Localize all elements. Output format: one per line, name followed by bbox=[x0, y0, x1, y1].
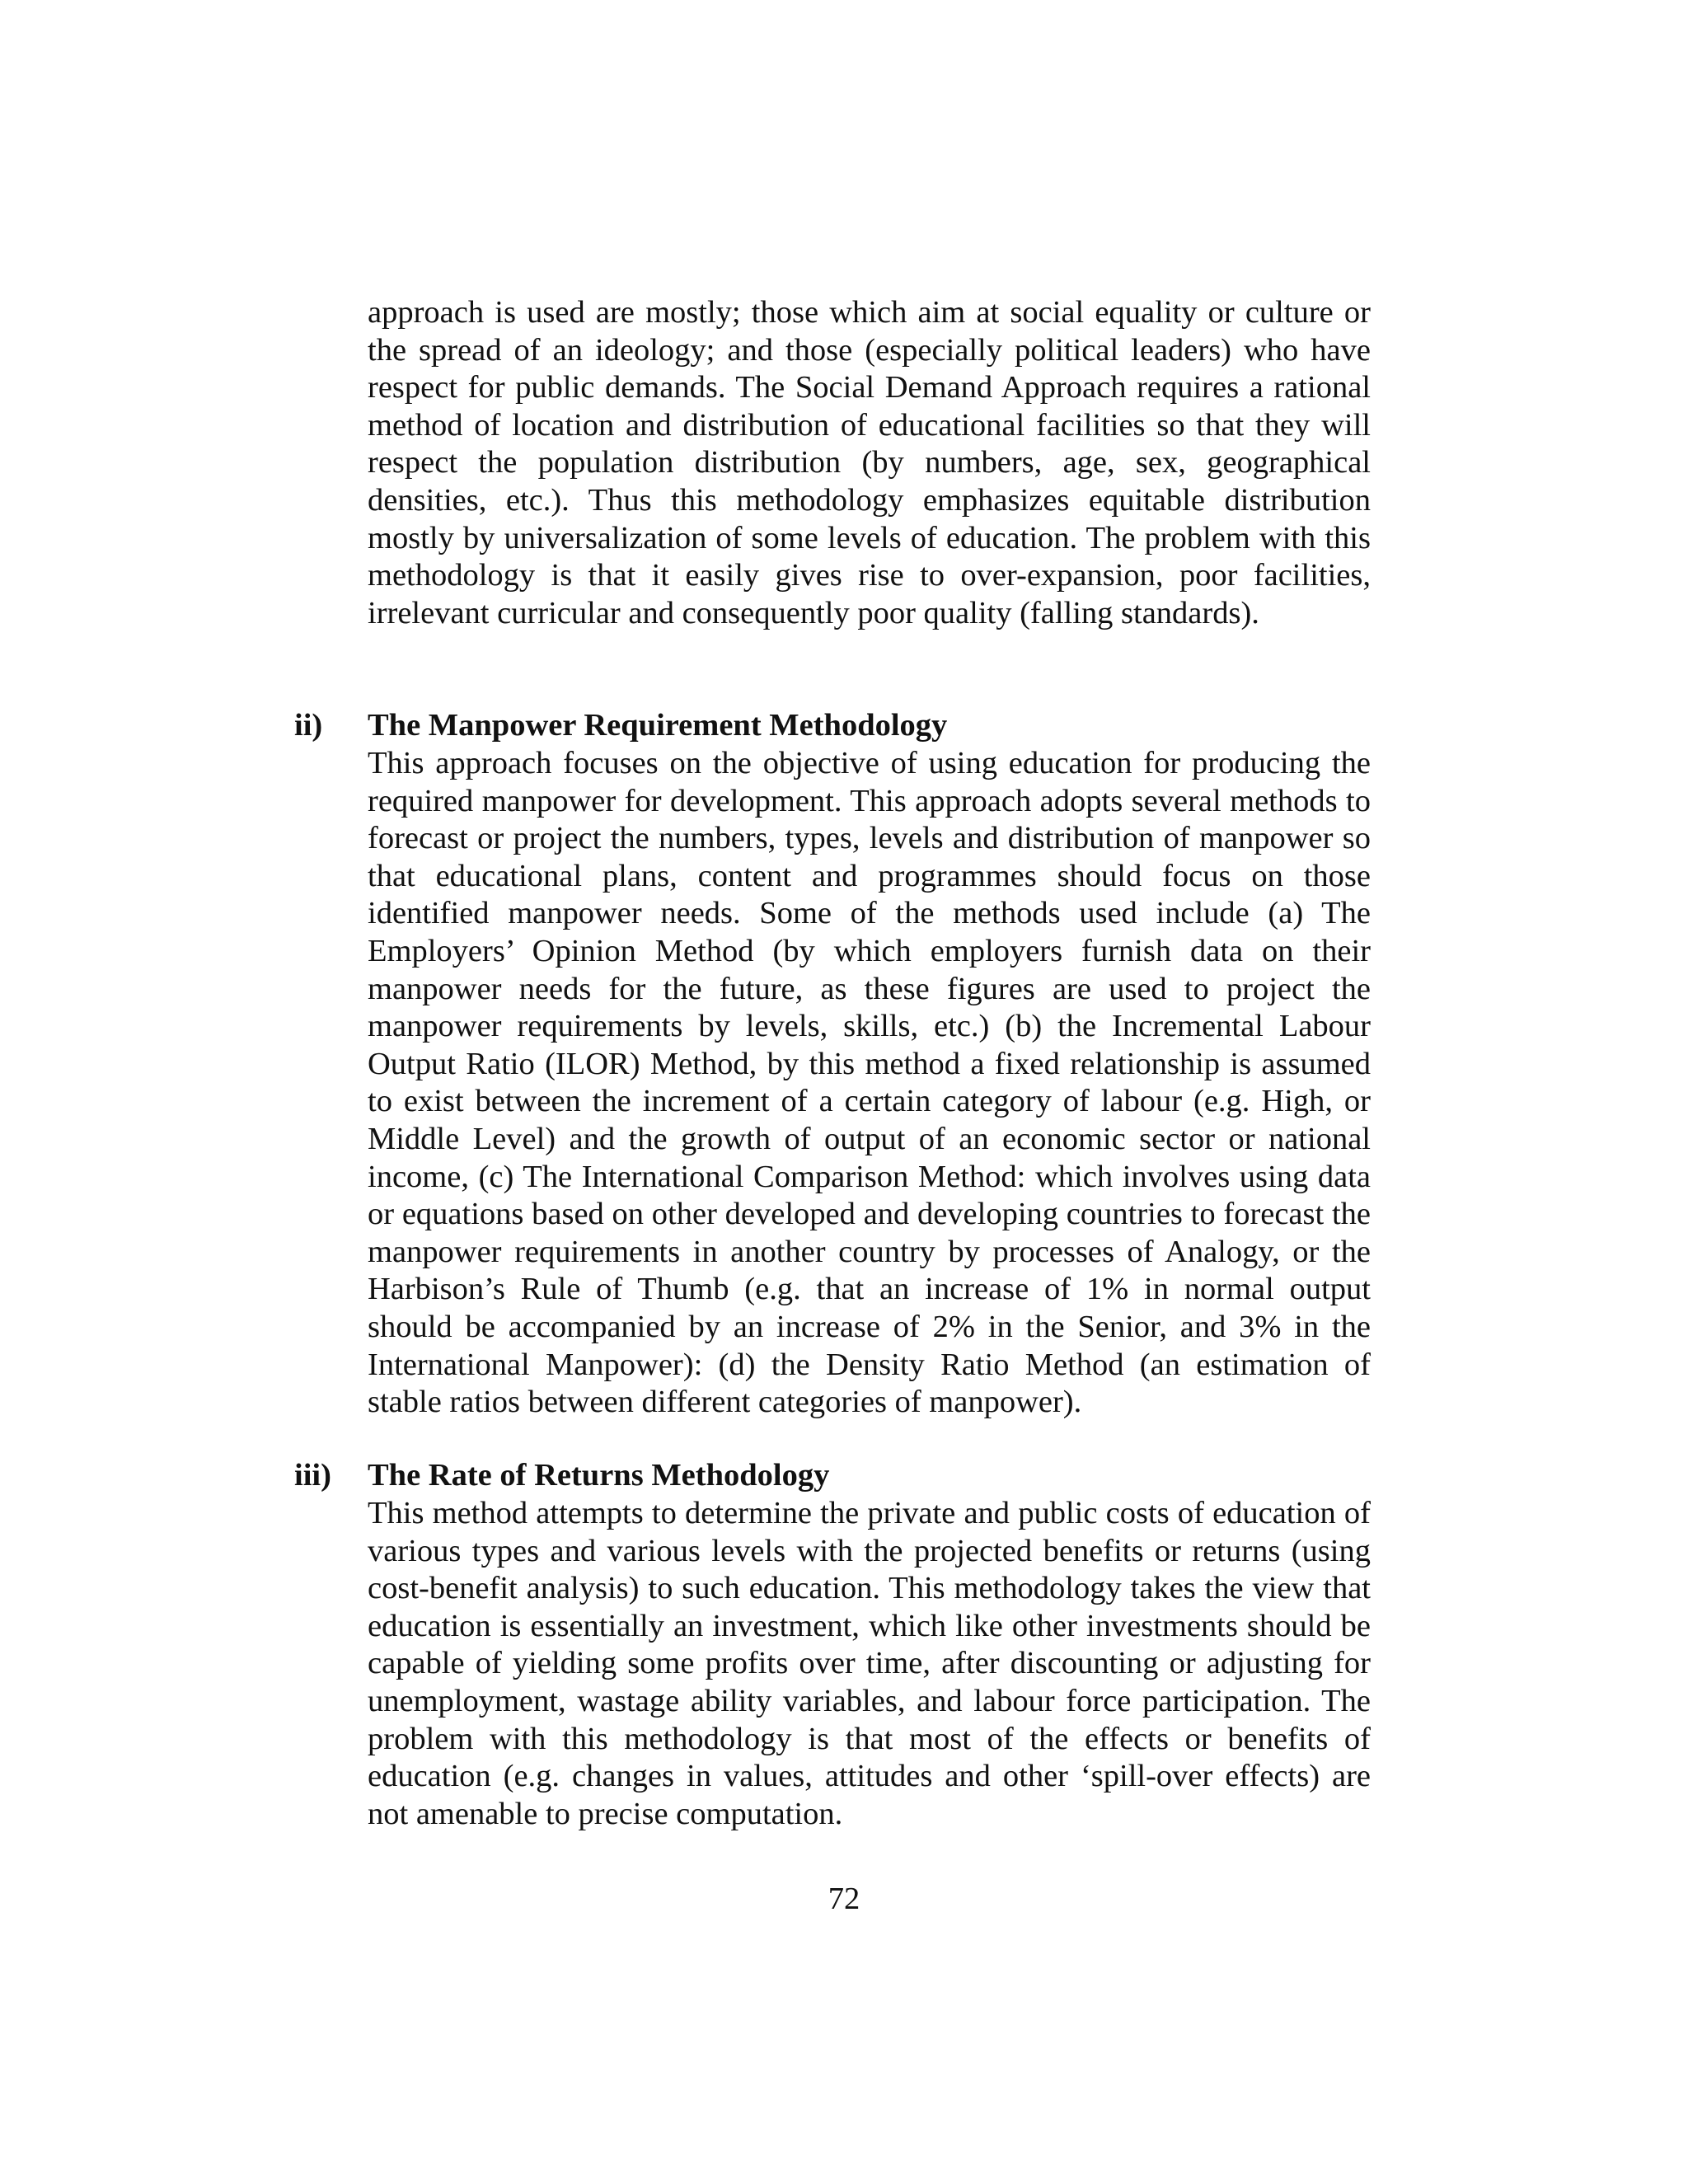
intro-paragraph: approach is used are mostly; those which aim at social equality or culture or the spread of an ideology; and those (especially political leaders) who have respect for public demands. The Social Demand Approach requires a rational method of location and distribution of educational facilities so that they will respect the population distribution (by numbers, age, sex, geographical densities, etc.). Thus this methodology emphasizes equitable distribution mostly by universalization of some levels of education. The problem with this methodology is that it easily gives rise to over-expansion, poor facilities, irrelevant curricular and consequently poor quality (falling standards). bbox=[368, 295, 1371, 630]
section-title: The Rate of Returns Methodology bbox=[368, 1458, 830, 1493]
section-number: iii) bbox=[294, 1458, 331, 1493]
section-manpower-requirement bbox=[294, 707, 1371, 1422]
section-body: This method attempts to determine the private and public costs of education of various types and various levels with the projected benefits or returns (using cost-benefit analysis) to such education. This methodology takes the view that education is essentially an investment, which like other investments should be capable of yielding some profits over time, after discounting or adjusting for unemployment, wastage ability variables, and labour force participation. The problem with this methodology is that most of the effects or benefits of education (e.g. changes in values, attitudes and other ‘spill-over effects) are not amenable to precise computation. bbox=[368, 1496, 1371, 1831]
section-title: The Manpower Requirement Methodology bbox=[368, 708, 948, 743]
section-body: This approach focuses on the objective of using education for producing the required manpower for development. This approach adopts several methods to forecast or project the numbers, types, levels and distribution of manpower so that educational plans, content and programmes should focus on those identified manpower needs. Some of the methods used include (a) The Employers’ Opinion Method (by which employers furnish data on their manpower needs for the future, as these figures are used to project the manpower requirements by levels, skills, etc.) (b) the Incremental Labour Output Ratio (ILOR) Method, by this method a fixed relationship is assumed to exist between the increment of a certain category of labour (e.g. High, or Middle Level) and the growth of output of an economic sector or national income, (c) The International Comparison Method: which involves using data or equations based on other developed and developing countries to forecast the manpower requirements in another country by processes of Analogy, or the Harbison’s Rule of Thumb (e.g. that an increase of 1% in normal output should be accompanied by an increase of 2% in the Senior, and 3% in the International Manpower): (d) the Density Ratio Method (an estimation of stable ratios between different categories of manpower). bbox=[368, 746, 1371, 1420]
section-heading bbox=[294, 707, 1371, 745]
section-heading bbox=[294, 1457, 1371, 1495]
section-rate-of-returns bbox=[294, 1457, 1371, 1833]
page-number: 72 bbox=[828, 1882, 860, 1916]
section-number: ii) bbox=[294, 708, 323, 743]
